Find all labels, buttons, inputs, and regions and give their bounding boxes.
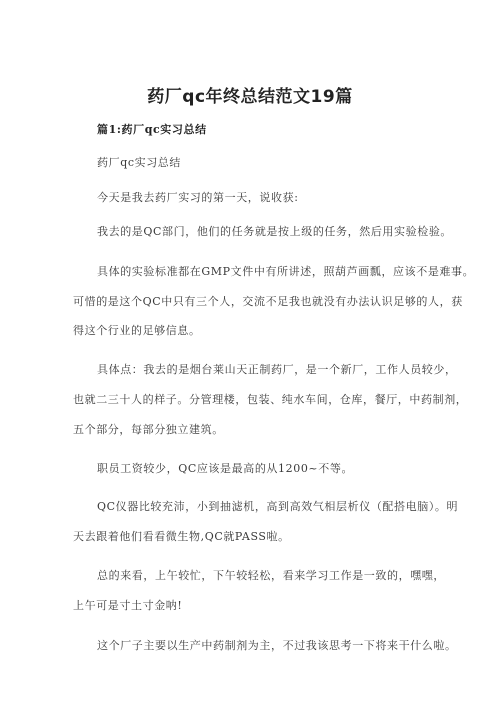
paragraph-line: 五个部分，每部分独立建筑。 (73, 423, 224, 436)
paragraph-line: 上午可是寸土寸金呐! (73, 599, 183, 612)
paragraph-line: QC仪器比较充沛，小到抽滤机，高到高效气相层析仪（配搭电脑）。明 (97, 500, 459, 513)
paragraph-line: 可惜的是这个QC中只有三个人，交流不足我也就没有办法认识足够的人，获 (73, 295, 463, 308)
paragraph-line: 具体的实验标准都在GMP文件中有所讲述，照葫芦画瓢，应该不是难事。 (97, 265, 475, 278)
paragraph-line: 天去跟着他们看看微生物,QC就PASS啦。 (73, 530, 290, 543)
paragraph-line: 今天是我去药厂实习的第一天，说收获: (97, 191, 299, 204)
paragraph-line: 也就二三十人的样子。分管理楼，包装、纯水车间，仓库，餐厅，中药制剂， (73, 393, 468, 406)
section-subtitle: 药厂qc实习总结 (97, 156, 182, 169)
section-heading: 篇1:药厂qc实习总结 (97, 123, 207, 136)
paragraph-line: 总的来看，上午较忙，下午较轻松，看来学习工作是一致的，嘿嘿， (97, 569, 445, 582)
paragraph-line: 我去的是QC部门，他们的任务就是按上级的任务，然后用实验检验。 (97, 225, 453, 238)
paragraph-line: 具体点：我去的是烟台莱山天正制药厂，是一个新厂，工作人员较少， (97, 363, 457, 376)
paragraph-line: 这个厂子主要以生产中药制剂为主，不过我该思考一下将来干什么啦。 (97, 639, 457, 652)
paragraph-line: 得这个行业的足够信息。 (73, 324, 201, 337)
paragraph-line: 职员工资较少，QC应该是最高的从1200~不等。 (97, 462, 354, 475)
document-title: 药厂qc年终总结范文19篇 (147, 87, 353, 107)
